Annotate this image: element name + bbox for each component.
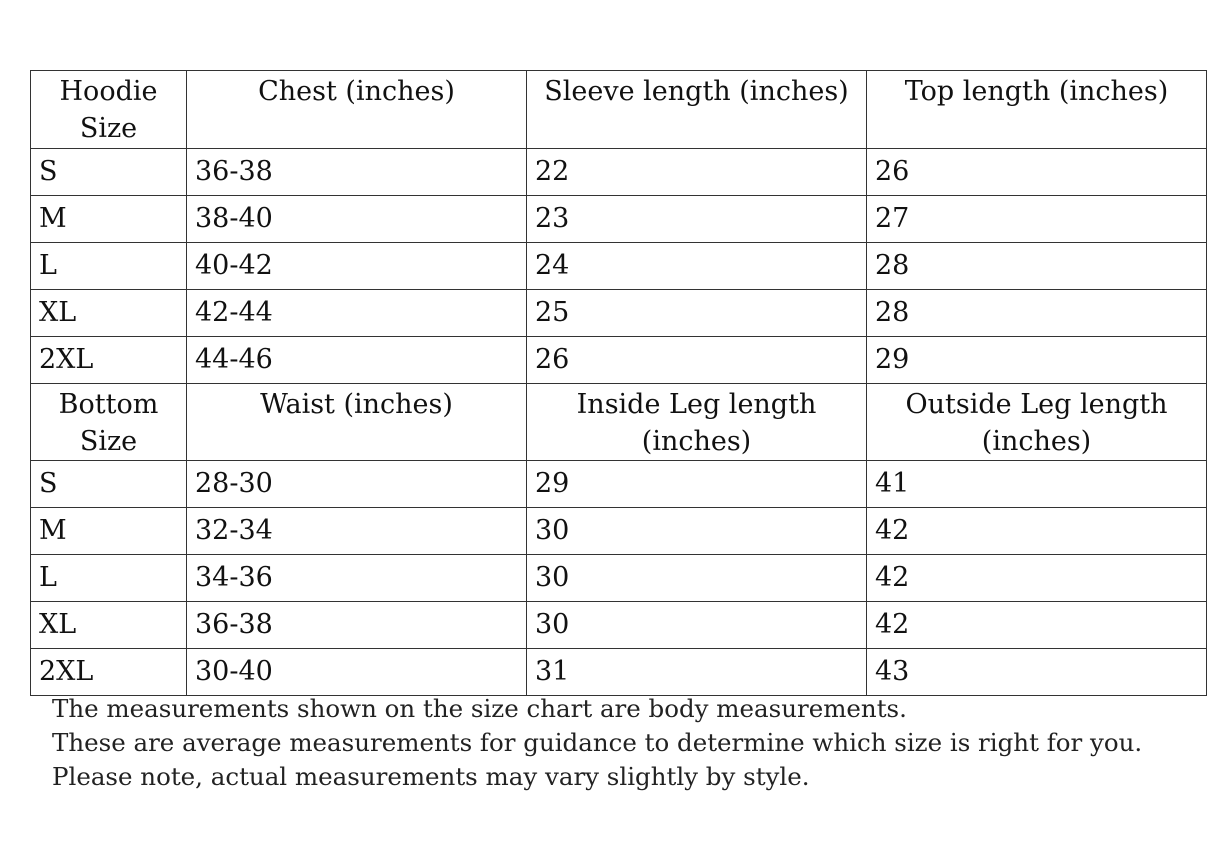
bottom-value-cell: 42 xyxy=(867,508,1207,555)
hoodie-value-cell: 44-46 xyxy=(187,336,527,383)
size-chart-notes xyxy=(52,692,1202,794)
bottom-size-cell: XL xyxy=(31,602,187,649)
hoodie-column-header: Chest (inches) xyxy=(187,71,527,149)
hoodie-value-cell: 42-44 xyxy=(187,289,527,336)
hoodie-column-header: Top length (inches) xyxy=(867,71,1207,149)
bottom-value-cell: 30 xyxy=(527,602,867,649)
hoodie-value-cell: 36-38 xyxy=(187,148,527,195)
hoodie-size-cell: M xyxy=(31,195,187,242)
hoodie-value-cell: 28 xyxy=(867,289,1207,336)
hoodie-value-cell: 22 xyxy=(527,148,867,195)
bottom-table-row xyxy=(31,461,1207,508)
bottom-value-cell: 42 xyxy=(867,555,1207,602)
bottom-value-cell: 42 xyxy=(867,602,1207,649)
hoodie-value-cell: 29 xyxy=(867,336,1207,383)
bottom-table-row xyxy=(31,649,1207,696)
hoodie-size-cell: L xyxy=(31,242,187,289)
size-chart-table xyxy=(30,70,1207,696)
hoodie-value-cell: 24 xyxy=(527,242,867,289)
hoodie-column-header: Hoodie Size xyxy=(31,71,187,149)
hoodie-column-header: Sleeve length (inches) xyxy=(527,71,867,149)
hoodie-header-row xyxy=(31,71,1207,149)
bottom-table-row xyxy=(31,555,1207,602)
bottom-value-cell: 36-38 xyxy=(187,602,527,649)
bottom-value-cell: 41 xyxy=(867,461,1207,508)
hoodie-value-cell: 38-40 xyxy=(187,195,527,242)
bottom-value-cell: 43 xyxy=(867,649,1207,696)
hoodie-value-cell: 25 xyxy=(527,289,867,336)
hoodie-size-cell: XL xyxy=(31,289,187,336)
bottom-value-cell: 31 xyxy=(527,649,867,696)
bottom-column-header: Outside Leg length (inches) xyxy=(867,383,1207,461)
bottom-size-cell: S xyxy=(31,461,187,508)
note-line: The measurements shown on the size chart are body measurements. xyxy=(52,694,907,723)
hoodie-table-row xyxy=(31,195,1207,242)
hoodie-table-row xyxy=(31,242,1207,289)
bottom-size-cell: 2XL xyxy=(31,649,187,696)
bottom-table-row xyxy=(31,602,1207,649)
hoodie-table-row xyxy=(31,336,1207,383)
bottom-size-cell: L xyxy=(31,555,187,602)
hoodie-value-cell: 26 xyxy=(867,148,1207,195)
bottom-header-row xyxy=(31,383,1207,461)
bottom-value-cell: 28-30 xyxy=(187,461,527,508)
bottom-column-header: Bottom Size xyxy=(31,383,187,461)
bottom-value-cell: 30-40 xyxy=(187,649,527,696)
bottom-table-row xyxy=(31,508,1207,555)
hoodie-value-cell: 40-42 xyxy=(187,242,527,289)
hoodie-value-cell: 28 xyxy=(867,242,1207,289)
bottom-value-cell: 30 xyxy=(527,508,867,555)
bottom-value-cell: 29 xyxy=(527,461,867,508)
hoodie-value-cell: 27 xyxy=(867,195,1207,242)
hoodie-value-cell: 26 xyxy=(527,336,867,383)
bottom-column-header: Inside Leg length (inches) xyxy=(527,383,867,461)
bottom-value-cell: 32-34 xyxy=(187,508,527,555)
hoodie-table-row xyxy=(31,148,1207,195)
hoodie-table-row xyxy=(31,289,1207,336)
note-line: Please note, actual measurements may vary slightly by style. xyxy=(52,762,810,791)
bottom-column-header: Waist (inches) xyxy=(187,383,527,461)
bottom-value-cell: 30 xyxy=(527,555,867,602)
bottom-value-cell: 34-36 xyxy=(187,555,527,602)
bottom-size-cell: M xyxy=(31,508,187,555)
hoodie-size-cell: S xyxy=(31,148,187,195)
hoodie-value-cell: 23 xyxy=(527,195,867,242)
note-line: These are average measurements for guidance to determine which size is right for you. xyxy=(52,728,1143,757)
hoodie-size-cell: 2XL xyxy=(31,336,187,383)
size-chart-body xyxy=(31,71,1207,696)
